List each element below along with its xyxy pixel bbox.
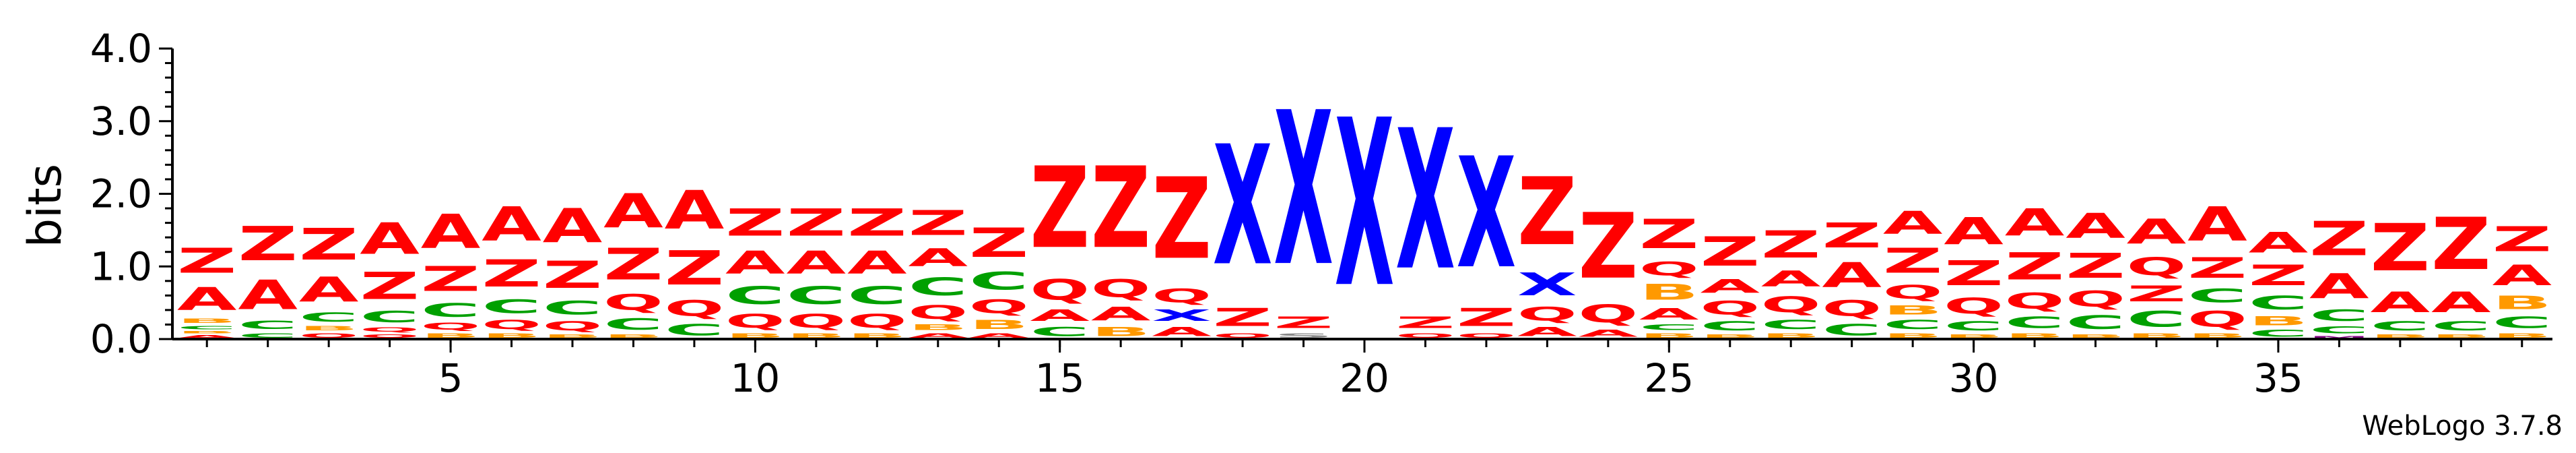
logo-letter-Z: Z [1212, 303, 1273, 332]
logo-letter-A: A [2492, 260, 2552, 293]
logo-letter-A: A [1944, 210, 2004, 254]
logo-letter-C: C [1882, 317, 1943, 332]
logo-letter-Q: Q [2187, 306, 2247, 332]
logo-letter-B: B [1944, 333, 2004, 340]
logo-column-28 [1822, 216, 1882, 339]
logo-letter-Z: Z [1030, 144, 1090, 274]
logo-letter-C: C [2309, 324, 2369, 336]
logo-letter-Q: Q [1700, 297, 1760, 319]
y-tick-label: 1.0 [90, 243, 152, 290]
logo-column-29 [1883, 205, 1943, 339]
logo-letter-B: B [542, 333, 603, 340]
logo-letter-Z: Z [1700, 228, 1760, 276]
logo-letter-C: C [786, 281, 847, 311]
logo-letter-A: A [847, 245, 907, 281]
logo-letter-B: B [603, 333, 663, 340]
logo-letter-Q: Q [1152, 284, 1212, 307]
logo-column-18 [1213, 111, 1273, 339]
logo-letter-C: C [2004, 313, 2065, 332]
logo-letter-A: A [1882, 204, 1943, 241]
logo-letter-A: A [1760, 266, 1821, 292]
logo-letter-C: C [2126, 306, 2187, 332]
logo-letter-C: C [1639, 323, 1699, 332]
logo-letter-Z: Z [2492, 219, 2552, 260]
logo-column-16 [1091, 144, 1151, 339]
logo-letter-C: C [1700, 319, 1760, 334]
x-tick-label: 30 [1948, 355, 1999, 401]
logo-letter-C: C [2066, 311, 2125, 334]
logo-letter-A: A [1639, 305, 1699, 324]
logo-letter-X: X [1212, 111, 1273, 303]
logo-letter-B: B [908, 323, 968, 332]
logo-letter-Z: Z [603, 239, 663, 291]
logo-column-39 [2492, 220, 2552, 339]
logo-column-5 [421, 205, 481, 339]
logo-column-12 [847, 202, 907, 339]
y-axis-label: bits [19, 163, 72, 248]
logo-column-35 [2249, 227, 2309, 340]
logo-letter-A: A [360, 213, 420, 264]
logo-column-31 [2005, 202, 2065, 339]
logo-letter-Q: Q [1944, 293, 2004, 320]
logo-letter-A: A [176, 334, 237, 340]
logo-letter-A: A [2126, 212, 2187, 252]
logo-letter-C: C [2248, 328, 2309, 340]
logo-letter-B: B [2187, 332, 2247, 340]
logo-letter-Q: Q [1578, 299, 1639, 328]
logo-letter-C: C [2431, 319, 2491, 334]
logo-letter-B: B [1700, 333, 1760, 340]
logo-letter-C: C [176, 324, 237, 331]
logo-column-17 [1152, 155, 1212, 339]
logo-column-26 [1700, 228, 1760, 339]
logo-letter-Z: Z [1578, 194, 1639, 300]
logo-letter-Q: Q [482, 317, 541, 332]
logo-letter-A: A [725, 245, 785, 281]
logo-letter-Z: Z [1395, 313, 1455, 332]
logo-letter-C: C [1030, 324, 1090, 340]
logo-column-9 [665, 180, 725, 339]
x-tick-label: 20 [1340, 355, 1389, 401]
logo-letter-B: B [847, 332, 907, 340]
logo-letter-Q: Q [664, 295, 725, 322]
logo-letter-Q: Q [1030, 273, 1090, 307]
logo-letter-Z: Z [298, 219, 359, 270]
x-tick-label: 5 [438, 355, 463, 401]
logo-column-11 [787, 202, 847, 339]
logo-column-20 [1335, 71, 1395, 338]
logo-letter-B: B [2066, 333, 2125, 340]
logo-letter-Q: Q [1760, 292, 1821, 318]
logo-letter-A: A [1090, 303, 1151, 325]
logo-letter-Z: Z [2004, 245, 2065, 289]
logo-letter-A: A [1030, 306, 1090, 325]
logo-letter-Z: Z [1456, 303, 1517, 332]
logo-column-14 [969, 220, 1029, 340]
logo-letter-Z: Z [1944, 253, 2004, 294]
logo-letter-Z: Z [908, 204, 968, 244]
logo-letter-Z: Z [1517, 157, 1577, 266]
logo-letter-A: A [664, 179, 725, 241]
logo-letter-Z: Z [1822, 216, 1882, 256]
logo-letter-Z: Z [968, 219, 1029, 267]
logo-letter-Z: Z [2248, 259, 2309, 293]
logo-letter-A: A [238, 271, 298, 319]
logo-letter-C: C [542, 297, 603, 319]
logo-column-15 [1030, 144, 1090, 339]
logo-column-34 [2187, 198, 2247, 339]
logo-letter-X: X [1274, 67, 1333, 313]
logo-column-23 [1517, 158, 1577, 339]
logo-letter-C: C [725, 281, 785, 311]
logo-letter-Z: Z [1274, 313, 1333, 332]
logo-column-13 [908, 204, 968, 339]
logo-letter-Q: Q [2004, 288, 2065, 314]
logo-letter-A: A [2370, 286, 2431, 319]
logo-letter-X: X [1334, 70, 1395, 338]
logo-letter-A: A [1152, 324, 1212, 340]
logo-letter-Z: Z [482, 252, 541, 296]
logo-letter-Q: Q [786, 309, 847, 332]
x-tick-label: 10 [730, 355, 781, 401]
logo-column-24 [1579, 195, 1639, 339]
logo-letter-A: A [2431, 286, 2491, 319]
logo-letter-C: C [1760, 317, 1821, 332]
logo-letter-Q: Q [847, 309, 907, 332]
logo-letter-X: X [1517, 266, 1577, 303]
logo-column-30 [1944, 210, 2004, 339]
logo-letter-Z: Z [664, 241, 725, 296]
logo-letter-C: C [664, 321, 725, 340]
logo-letter-B: B [176, 330, 237, 334]
logo-letter-C: C [360, 307, 420, 326]
y-tick-label: 4.0 [90, 26, 152, 71]
logo-letter-Q: Q [1822, 295, 1882, 322]
logo-letter-A: A [482, 198, 541, 252]
logo-letter-B: B [2248, 313, 2309, 328]
logo-letter-B: B [2370, 333, 2431, 340]
logo-letter-B: B [482, 332, 541, 340]
logo-column-10 [725, 202, 785, 339]
logo-letter-Q: Q [1639, 258, 1699, 280]
logo-letter-B: B [2492, 292, 2552, 314]
logo-letter-Z: Z [1639, 210, 1699, 258]
logo-letter-C: C [2248, 292, 2309, 314]
logo-letter-Q: Q [968, 295, 1029, 318]
logo-letter-Z: Z [1090, 144, 1151, 274]
y-tick-label: 0.0 [90, 316, 152, 362]
logo-letter-C: C [2309, 306, 2369, 325]
logo-letter-C: C [2187, 284, 2247, 307]
logo-letter-Z: Z [176, 241, 237, 282]
logo-column-1 [177, 241, 237, 339]
logo-letter-Z: Z [1152, 154, 1212, 285]
credit-label: WebLogo 3.7.8 [2362, 411, 2563, 442]
logo-letter-X: X [1456, 126, 1517, 303]
logo-letter-Z: Z [238, 217, 298, 272]
logo-column-3 [299, 220, 359, 339]
logo-letter-Q: Q [298, 332, 359, 340]
logo-letter-B: B [786, 332, 847, 340]
logo-letter-B: B [2004, 332, 2065, 340]
logo-column-6 [482, 198, 541, 339]
logo-letter-B: B [1882, 303, 1943, 318]
logo-letter-Q: Q [1090, 274, 1151, 303]
logo-letter-A: A [603, 185, 663, 239]
logo-letter-B: B [420, 332, 481, 340]
logo-column-27 [1761, 223, 1821, 339]
logo-letter-A: A [2004, 202, 2065, 245]
logo-letter-Q: Q [603, 290, 663, 315]
logo-letter-Q: Q [1456, 332, 1517, 340]
logo-letter-X: X [1395, 90, 1455, 313]
logo-letter-C: C [2492, 313, 2552, 332]
logo-letter-Z: Z [1760, 223, 1821, 267]
y-tick-label: 3.0 [90, 98, 152, 144]
logo-letter-Z: Z [2309, 212, 2369, 267]
logo-letter-C: C [2370, 319, 2431, 334]
logo-letter-B: B [1090, 324, 1151, 340]
logo-letter-Z: Z [2066, 246, 2125, 286]
logo-letter-Q: Q [2126, 252, 2187, 281]
logo-letter-Q: Q [420, 321, 481, 332]
logo-letter-A: A [1822, 255, 1882, 296]
logo-column-38 [2431, 203, 2491, 339]
logo-letter-Q: Q [1395, 332, 1455, 340]
logo-letter-Q: Q [1882, 280, 1943, 303]
logo-letter-M: M [2309, 335, 2369, 339]
logo-letter-C: C [298, 310, 359, 325]
logo-letter-Z: Z [2370, 210, 2431, 286]
logo-letter-C: C [238, 332, 298, 340]
logo-letter-Q: Q [542, 318, 603, 334]
logo-letter-X: X [1152, 306, 1212, 325]
logo-letter-Z: Z [847, 201, 907, 245]
x-tick-label: 15 [1034, 355, 1085, 401]
logo-column-21 [1395, 90, 1455, 339]
logo-letter-B: B [176, 317, 237, 325]
logo-letter-B: B [298, 324, 359, 332]
y-tick-label: 2.0 [90, 171, 152, 217]
logo-column-32 [2066, 206, 2125, 339]
logo-letter-Q: Q [2066, 286, 2125, 312]
logo-letter-A: A [1700, 275, 1760, 297]
logo-letter-A: A [542, 199, 603, 254]
logo-letter-Z: Z [2431, 202, 2491, 286]
logo-letter-Z: Z [725, 201, 785, 245]
logo-column-33 [2127, 212, 2187, 339]
logo-letter-Q: Q [908, 301, 968, 324]
logo-column-36 [2309, 212, 2369, 339]
logo-letter-Q: Q [360, 333, 420, 340]
logo-letter-A: A [1578, 328, 1639, 340]
logo-letter-C: C [968, 266, 1029, 296]
logo-column-7 [543, 200, 603, 339]
logo-letter-Z: Z [360, 264, 420, 308]
logo-column-19 [1274, 67, 1333, 339]
logo-letter-A: A [420, 205, 481, 260]
logo-letter-A: A [298, 270, 359, 310]
x-tick-label: 35 [2253, 355, 2303, 401]
logo-letter-Q: Q [360, 326, 420, 334]
logo-letter-Z: Z [420, 260, 481, 300]
logo-letter-A: A [1517, 324, 1577, 340]
logo-column-4 [360, 214, 420, 339]
logo-letter-Q: Q [1212, 332, 1273, 340]
logo-letter-A: A [908, 332, 968, 340]
logo-letter-B: B [2431, 333, 2491, 340]
logo-letter-B: B [2126, 332, 2187, 340]
logo-letter-A: A [2309, 266, 2369, 307]
logo-letter-Q: Q [1517, 303, 1577, 325]
logo-letter-B: B [1639, 280, 1699, 305]
logo-letter-S: S [1274, 332, 1333, 340]
logo-letter-B: B [968, 317, 1029, 332]
logo-letter-Z: Z [786, 201, 847, 245]
logo-column-25 [1639, 211, 1699, 339]
logo-letter-A: A [786, 245, 847, 281]
logo-letter-Z: Z [1882, 241, 1943, 282]
logo-letter-A: A [2066, 206, 2125, 246]
logo-column-2 [238, 218, 298, 339]
logo-letter-A: A [2187, 198, 2247, 252]
logo-letter-B: B [2492, 332, 2552, 340]
logo-letter-Z: Z [2187, 251, 2247, 285]
logo-column-37 [2371, 210, 2431, 339]
logo-letter-A: A [176, 280, 237, 318]
logo-letter-C: C [603, 315, 663, 334]
logo-letter-C: C [847, 281, 907, 311]
logo-letter-Z: Z [542, 253, 603, 297]
logo-column-22 [1457, 126, 1517, 339]
logo-letter-B: B [1882, 332, 1943, 340]
logo-letter-A: A [968, 332, 1029, 340]
logo-letter-A: A [2248, 227, 2309, 260]
logo-letter-Z: Z [2126, 281, 2187, 307]
logo-letter-C: C [908, 272, 968, 302]
logo-letter-C: C [1944, 319, 2004, 334]
logo-column-8 [603, 185, 663, 339]
logo-letter-C: C [238, 319, 298, 332]
plot-area [177, 67, 2552, 339]
logo-letter-C: C [1822, 321, 1882, 340]
logo-letter-C: C [420, 299, 481, 322]
logo-letter-C: C [482, 295, 541, 318]
logo-letter-B: B [1760, 332, 1821, 340]
logo-letter-A: A [908, 243, 968, 273]
logo-letter-Q: Q [725, 309, 785, 332]
logo-letter-B: B [1639, 332, 1699, 340]
logo-letter-B: B [725, 332, 785, 340]
x-tick-label: 25 [1644, 355, 1694, 401]
